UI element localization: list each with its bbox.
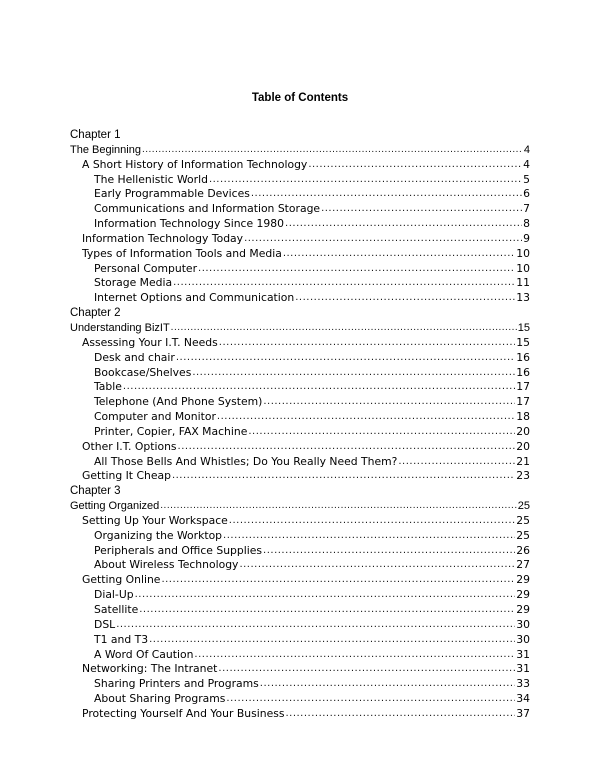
toc-entry-title: A Word Of Caution xyxy=(94,647,194,661)
dot-leader xyxy=(161,573,515,588)
toc-page-number: 4 xyxy=(523,157,530,171)
toc-entry xyxy=(0,677,530,692)
dot-leader xyxy=(229,514,515,529)
toc-page-number: 20 xyxy=(516,424,530,438)
toc-page-number: 31 xyxy=(516,662,530,676)
toc-page-number: 16 xyxy=(516,365,530,379)
table-of-contents xyxy=(0,128,600,722)
chapter-heading: Chapter 1 xyxy=(70,129,121,141)
toc-entry-title: Peripherals and Office Supplies xyxy=(94,543,263,557)
toc-page-number: 13 xyxy=(516,291,530,305)
toc-entry-title: Getting Online xyxy=(82,573,161,587)
toc-page-number: 29 xyxy=(516,603,530,616)
dot-leader xyxy=(116,618,515,633)
dot-leader xyxy=(160,499,516,514)
dot-leader xyxy=(260,677,515,692)
toc-page-number: 25 xyxy=(516,528,530,542)
dot-leader xyxy=(239,558,515,573)
toc-entry xyxy=(0,380,530,395)
toc-entry xyxy=(0,514,530,529)
toc-entry-title: The Hellenistic World xyxy=(94,172,208,186)
toc-page-number: 27 xyxy=(516,558,530,572)
toc-page-number: 26 xyxy=(516,543,530,557)
toc-entry xyxy=(0,217,530,232)
toc-entry xyxy=(0,499,530,514)
toc-entry xyxy=(0,202,530,217)
toc-page-number: 11 xyxy=(516,276,530,290)
toc-entry xyxy=(0,692,530,707)
toc-entry-title: Table xyxy=(94,380,122,394)
toc-entry xyxy=(0,469,530,484)
toc-entry-title: All Those Bells And Whistles; Do You Really Need Them? xyxy=(94,454,398,468)
toc-page-number: 6 xyxy=(523,187,530,201)
dot-leader xyxy=(295,291,515,306)
toc-entry xyxy=(0,573,530,588)
dot-leader xyxy=(139,603,515,618)
toc-entry-title: Information Technology Today xyxy=(82,231,244,245)
dot-leader xyxy=(223,529,515,544)
toc-entry-title: Desk and chair xyxy=(94,350,175,364)
toc-entry xyxy=(0,440,530,455)
toc-page-number: 9 xyxy=(523,231,530,245)
toc-entry xyxy=(0,707,530,722)
toc-entry-title: Protecting Yourself And Your Business xyxy=(82,706,285,720)
toc-entry xyxy=(0,336,530,351)
toc-page-number: 15 xyxy=(517,321,530,334)
toc-entry-title: Printer, Copier, FAX Machine xyxy=(94,424,248,438)
dot-leader xyxy=(398,455,515,470)
toc-entry xyxy=(0,633,530,648)
toc-page-number: 21 xyxy=(516,454,530,468)
toc-entry xyxy=(0,291,530,306)
dot-leader xyxy=(198,262,515,277)
toc-entry xyxy=(0,618,530,633)
page-title: Table of Contents xyxy=(251,92,349,104)
toc-page-number: 25 xyxy=(517,500,530,513)
toc-entry-title: Understanding BizIT xyxy=(70,321,170,334)
toc-entry-title: Setting Up Your Workspace xyxy=(82,513,228,527)
dot-leader xyxy=(192,366,515,381)
toc-entry-title: Networking: The Intranet xyxy=(82,662,218,676)
toc-page-number: 25 xyxy=(516,513,530,527)
dot-leader xyxy=(178,440,516,455)
dot-leader xyxy=(263,395,515,410)
dot-leader xyxy=(308,158,522,173)
dot-leader xyxy=(321,202,522,217)
toc-entry-title: Internet Options and Communication xyxy=(94,291,295,305)
dot-leader xyxy=(135,588,516,603)
dot-leader xyxy=(226,692,515,707)
dot-leader xyxy=(171,321,517,336)
dot-leader xyxy=(176,351,515,366)
toc-entry-title: Getting It Cheap xyxy=(82,469,171,483)
toc-entry xyxy=(0,366,530,381)
toc-entry xyxy=(0,529,530,544)
dot-leader xyxy=(209,173,522,188)
toc-entry-title: Dial-Up xyxy=(94,588,134,602)
toc-entry xyxy=(0,143,530,158)
toc-entry-title: Other I.T. Options xyxy=(82,439,177,453)
toc-entry-title: About Sharing Programs xyxy=(94,692,226,706)
toc-entry xyxy=(0,351,530,366)
toc-page-number: 29 xyxy=(516,588,530,602)
dot-leader xyxy=(173,276,515,291)
chapter-heading: Chapter 3 xyxy=(70,485,121,498)
toc-page-number: 30 xyxy=(516,632,530,646)
toc-entry-title: DSL xyxy=(94,617,116,631)
toc-page-number: 10 xyxy=(516,246,530,260)
toc-entry xyxy=(0,603,530,618)
dot-leader xyxy=(244,232,522,247)
dot-leader xyxy=(149,633,515,648)
toc-entry xyxy=(0,276,530,291)
toc-entry-title: Getting Organized xyxy=(70,500,160,513)
chapter-heading: Chapter 2 xyxy=(70,307,121,320)
dot-leader xyxy=(263,544,515,559)
toc-entry-title: Telephone (And Phone System) xyxy=(94,395,263,409)
toc-entry-title: About Wireless Technology xyxy=(94,558,239,572)
toc-entry-title: A Short History of Information Technology xyxy=(82,157,308,171)
toc-entry-title: T1 and T3 xyxy=(94,632,149,646)
toc-entry xyxy=(0,410,530,425)
toc-page-number: 15 xyxy=(516,335,530,349)
toc-page-number: 20 xyxy=(516,439,530,453)
toc-entry-title: Storage Media xyxy=(94,276,173,290)
toc-entry-title: Personal Computer xyxy=(94,261,198,275)
toc-page-number: 31 xyxy=(516,647,530,661)
toc-page-number: 30 xyxy=(516,617,530,631)
toc-entry xyxy=(0,247,530,262)
toc-entry-title: Satellite xyxy=(94,603,139,616)
toc-entry-title: Types of Information Tools and Media xyxy=(82,246,282,260)
toc-entry xyxy=(0,321,530,336)
dot-leader xyxy=(218,662,515,677)
toc-page-number: 16 xyxy=(516,350,530,364)
toc-entry-title: Information Technology Since 1980 xyxy=(94,217,285,231)
dot-leader xyxy=(285,707,515,722)
toc-page-number: 33 xyxy=(516,677,530,691)
toc-page-number: 29 xyxy=(516,573,530,587)
toc-page-number: 7 xyxy=(523,202,530,216)
dot-leader xyxy=(194,648,515,663)
toc-entry-title: Bookcase/Shelves xyxy=(94,365,192,379)
toc-entry xyxy=(0,262,530,277)
toc-entry xyxy=(0,232,530,247)
dot-leader xyxy=(248,425,515,440)
toc-entry xyxy=(0,158,530,173)
toc-page-number: 17 xyxy=(516,380,530,394)
dot-leader xyxy=(172,469,515,484)
toc-entry xyxy=(0,558,530,573)
dot-leader xyxy=(217,410,515,425)
toc-entry xyxy=(0,662,530,677)
toc-entry xyxy=(0,187,530,202)
toc-entry-title: Communications and Information Storage xyxy=(94,202,321,216)
toc-entry-title: The Beginning xyxy=(70,143,141,156)
toc-entry xyxy=(0,544,530,559)
toc-page-number: 37 xyxy=(516,706,530,720)
dot-leader xyxy=(251,187,522,202)
dot-leader xyxy=(285,217,522,232)
toc-entry-title: Assessing Your I.T. Needs xyxy=(82,335,218,349)
toc-page-number: 4 xyxy=(523,143,530,156)
toc-page-number: 34 xyxy=(516,692,530,706)
toc-page-number: 23 xyxy=(516,469,530,483)
toc-page-number: 10 xyxy=(516,261,530,275)
dot-leader xyxy=(123,380,515,395)
toc-page-number: 8 xyxy=(523,217,530,231)
dot-leader xyxy=(142,143,523,158)
toc-page-number: 17 xyxy=(516,395,530,409)
dot-leader xyxy=(219,336,515,351)
toc-entry xyxy=(0,173,530,188)
toc-entry xyxy=(0,455,530,470)
toc-entry-title: Sharing Printers and Programs xyxy=(94,677,259,691)
toc-entry xyxy=(0,395,530,410)
toc-entry-title: Computer and Monitor xyxy=(94,410,216,424)
toc-entry xyxy=(0,588,530,603)
toc-page-number: 18 xyxy=(516,410,530,424)
dot-leader xyxy=(283,247,515,262)
toc-page-number: 5 xyxy=(523,172,530,186)
toc-entry xyxy=(0,648,530,663)
toc-entry-title: Early Programmable Devices xyxy=(94,187,250,201)
toc-entry-title: Organizing the Worktop xyxy=(94,528,223,542)
toc-entry xyxy=(0,425,530,440)
